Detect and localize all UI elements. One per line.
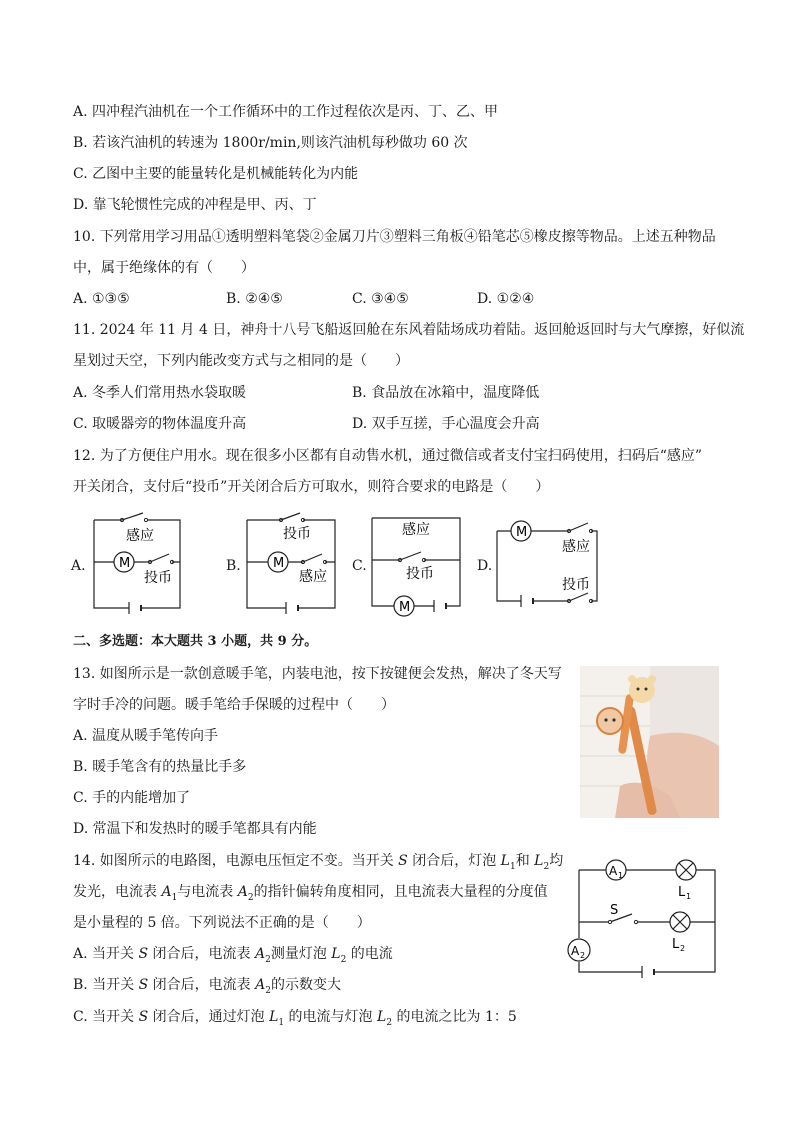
hand-warmer-pen-photo (580, 666, 719, 818)
q14-option-b: B. 当开关 S 闭合后，电流表 $A_2$的示数变大 (73, 977, 341, 996)
q14-switch-label: S (610, 903, 619, 918)
q11-stem-line1: 11. 2024 年 11 月 4 日，神舟十八号飞船返回舱在东风着陆场成功着陆。返回舱返回时与大气摩擦，好似流 (73, 322, 745, 338)
q13-option-d: D. 常温下和发热时的暖手笔都具有内能 (73, 821, 317, 837)
circuit-b-coin-label: 投币 (283, 526, 311, 542)
q12-circuit-c (366, 512, 468, 622)
q11-option-c: C. 取暖器旁的物体温度升高 (73, 416, 247, 432)
q12-label-a: A. (71, 558, 86, 574)
q12-label-c: C. (352, 558, 367, 574)
q14-stem-line3: 是小量程的 5 倍。下列说法不正确的是（ ） (73, 915, 371, 931)
ammeter-a2-label: A (571, 944, 580, 958)
circuit-a-coin-label: 投币 (144, 570, 172, 586)
circuit-b-sensor-label: 感应 (299, 569, 327, 585)
lamp-l2-label: L (672, 937, 680, 952)
q14-option-a: A. 当开关 S 闭合后，电流表 $A_2$测量灯泡 $L_2$ 的电流 (73, 946, 393, 965)
circuit-a-sensor-label: 感应 (126, 528, 154, 544)
circuit-b-motor-label: M (273, 556, 285, 571)
q12-circuit-d (491, 515, 607, 607)
circuit-c-sensor-label: 感应 (402, 522, 430, 538)
circuit-d-motor-label: M (516, 525, 528, 540)
q14-stem-line2: 发光，电流表 $A_1$与电流表 $A_2$的指针偏转角度相同，且电流表大量程的分度值 (73, 884, 548, 903)
ammeter-a1-label: A (609, 864, 618, 878)
q9-option-c: C. 乙图中主要的能量转化是机械能转化为内能 (73, 166, 359, 182)
q10-option-c: C. ③④⑤ (352, 291, 409, 307)
circuit-d-sensor-label: 感应 (562, 539, 590, 555)
circuit-d-coin-label: 投币 (562, 577, 590, 593)
lamp-l1-label: L (678, 885, 686, 900)
q12-stem-line1: 12. 为了方便住户用水。现在很多小区都有自动售水机，通过微信或者支付宝扫码使用，扫码后“感应” (73, 448, 703, 464)
q10-option-a: A. ①③⑤ (73, 291, 130, 307)
q10-option-d: D. ①②④ (477, 291, 535, 307)
q13-option-b: B. 暖手笔含有的热量比手多 (73, 759, 247, 775)
q10-option-b: B. ②④⑤ (226, 291, 283, 307)
circuit-a-motor-label: M (119, 556, 131, 571)
q13-option-a: A. 温度从暖手笔传向手 (73, 728, 219, 744)
section-2-heading: 二、多选题：本大题共 3 小题，共 9 分。 (73, 634, 318, 649)
q14-option-c: C. 当开关 S 闭合后，通过灯泡 $L_1$ 的电流与灯泡 $L_2$ 的电流之比为 1：5 (73, 1009, 517, 1028)
q12-circuit-a (86, 508, 186, 616)
svg-text:1: 1 (686, 892, 692, 901)
q13-stem-line1: 13. 如图所示是一款创意暖手笔，内装电池，按下按键便会发热，解决了冬天写 (73, 666, 562, 682)
q12-label-b: B. (226, 558, 241, 574)
q13-option-c: C. 手的内能增加了 (73, 790, 191, 806)
q11-option-b: B. 食品放在冰箱中，温度降低 (352, 385, 540, 401)
svg-text:2: 2 (580, 951, 586, 960)
q11-option-d: D. 双手互搓，手心温度会升高 (352, 416, 540, 432)
q12-label-d: D. (477, 558, 493, 574)
circuit-c-motor-label: M (399, 600, 411, 615)
q9-option-a: A. 四冲程汽油机在一个工作循环中的工作过程依次是丙、丁、乙、甲 (73, 104, 499, 120)
q9-option-d: D. 靠飞轮惯性完成的冲程是甲、丙、丁 (73, 197, 317, 213)
q10-stem-line2: 中，属于绝缘体的有（ ） (73, 260, 255, 276)
q14-circuit-diagram (562, 852, 722, 982)
q11-stem-line2: 星划过天空，下列内能改变方式与之相同的是（ ） (73, 353, 409, 369)
circuit-c-coin-label: 投币 (406, 566, 434, 582)
q10-stem-line1: 10. 下列常用学习用品①透明塑料笔袋②金属刀片③塑料三角板④铅笔芯⑤橡皮擦等物品。上述五种物品 (73, 229, 716, 245)
svg-text:2: 2 (680, 944, 686, 953)
q11-option-a: A. 冬季人们常用热水袋取暖 (73, 385, 247, 401)
q14-stem-line1: 14. 如图所示的电路图，电源电压恒定不变。当开关 S 闭合后，灯泡 $L_1$和 $L_2$均 (73, 853, 564, 872)
svg-text:1: 1 (618, 871, 624, 880)
q13-stem-line2: 字时手冷的问题。暖手笔给手保暖的过程中（ ） (73, 697, 395, 713)
q12-stem-line2: 开关闭合，支付后“投币”开关闭合后方可取水，则符合要求的电路是（ ） (73, 479, 550, 495)
q9-option-b: B. 若该汽油机的转速为 1800r/min,则该汽油机每秒做功 60 次 (73, 135, 468, 151)
q12-circuit-b (241, 508, 341, 616)
